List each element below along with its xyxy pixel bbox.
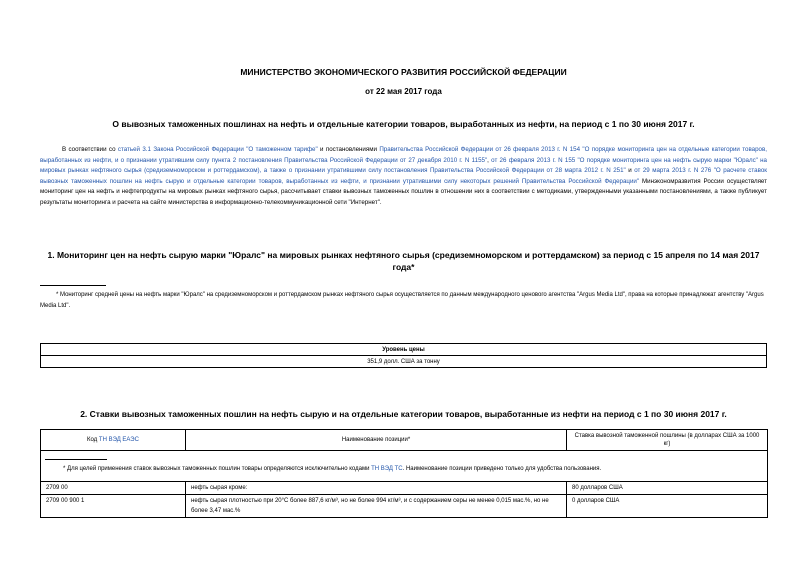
price-level-value: 351,9 долл. США за тонну [41, 356, 767, 368]
section-1-title: 1. Мониторинг цен на нефть сырую марки "Юралс" на мировых рынках нефтяного сырья (средиземноморском и роттердамском) за период с 15 апреля по 14 мая 2017 года* [47, 250, 760, 272]
table-row [41, 495, 768, 518]
row-code: 2709 00 900 1 [41, 495, 186, 518]
intro-text-4: и [625, 167, 635, 175]
section-2-title: 2. Ставки вывозных таможенных пошлин на нефть сырую и на отдельные категории товаров, выработанные из нефти на период с 1 по 30 июня 2017 г. [80, 409, 727, 419]
table-row [41, 482, 768, 495]
price-level-table [40, 343, 767, 368]
intro-text-1: В соответствии со [62, 146, 118, 153]
row-code: 2709 00 [41, 482, 186, 495]
intro-text-2: и постановлениями [317, 146, 380, 153]
resolution-154-link[interactable]: Правительства Российской Федерации от 26 февраля 2013 г. N 154 "О порядке мониторинга цен на отдельные категории товаров, выработанных из нефти, и о признании утратившим силу пункта 2 постановления Правительства Российской Федерации от 27 декабря 2010 г. N 1155" [40, 146, 767, 164]
code-column-header [41, 430, 186, 451]
code-header-prefix: Код [87, 437, 99, 443]
footnote-divider [40, 285, 106, 286]
table-note-row [41, 451, 768, 482]
resolution-276-link[interactable]: от 29 марта 2013 г. N 276 "О расчете ставок вывозных таможенных пошлин на нефть сырую и отдельные категории товаров, выработанных из нефти, и признании утратившими силу некоторых решений Правительства Российской Федерации" [40, 167, 767, 185]
intro-text-3: , [487, 156, 492, 164]
name-column-header: Наименование позиции* [186, 430, 567, 451]
row-name: нефть сырая кроме: [186, 482, 567, 495]
ministry-heading: МИНИСТЕРСТВО ЭКОНОМИЧЕСКОГО РАЗВИТИЯ РОССИЙСКОЙ ФЕДЕРАЦИИ [240, 67, 567, 77]
price-level-header: Уровень цены [41, 344, 767, 356]
document-title: О вывозных таможенных пошлинах на нефть и отдельные категории товаров, выработанных из нефти, на период с 1 по 30 июня 2017 г. [112, 119, 695, 129]
rate-column-header: Ставка вывозной таможенной пошлины (в долларах США за 1000 кг) [567, 430, 768, 451]
note-prefix: * Для целей применения ставок вывозных таможенных пошлин товары определяются исключительно кодами [63, 466, 372, 472]
intro-paragraph [40, 145, 767, 209]
note-divider [45, 459, 107, 460]
row-name: нефть сырая плотностью при 20°С более 887,6 кг/м³, но не более 994 кг/м³, и с содержанием серы не менее 0,015 мас.%, но не более 3,47 мас.% [186, 495, 567, 518]
section-1-footnote: * Мониторинг средней цены на нефть марки "Юралс" на средиземноморском и роттердамском рынках нефтяного сырья осуществляется по данным международного ценового агентства "Argus Media Ltd", права на которые принадлежат агентству "Argus Media Ltd". [40, 292, 764, 309]
row-rate: 0 долларов США [567, 495, 768, 518]
tnved-eaeu-link[interactable]: ТН ВЭД ЕАЭС [98, 437, 139, 443]
tnved-ts-link[interactable]: ТН ВЭД ТС [371, 466, 403, 472]
law-link[interactable]: статьей 3.1 Закона Российской Федерации "О таможенном тарифе" [117, 146, 318, 153]
resolution-155-link[interactable]: от 26 февраля 2013 г. N 155 "О порядке мониторинга цен на нефть сырую марки "Юралс" на мировых рынках нефтяного сырья (средиземноморском и роттердамском), а также о признании утратившими силу постановления Правительства Российской Федерации от 28 марта 2012 г. N 251" [40, 156, 767, 175]
note-suffix: . Наименование позиции приведено только для удобства пользования. [402, 466, 602, 472]
duty-rates-table [40, 429, 768, 518]
intro-text-5: Минэкономразвития России осуществляет мониторинг цен на нефть и нефтепродукты на мировых рынках нефтяного сырья, рассчитывает ставки вывозных таможенных пошлин в отношении них в соответствии с методиками, утвержденными указанными постановлениями, а также публикует результаты мониторинга и расчета на сайте министерства в информационно-телекоммуникационной сети "Интернет". [40, 177, 768, 206]
document-date: от 22 мая 2017 года [365, 87, 442, 96]
row-rate: 80 долларов США [567, 482, 768, 495]
table-note [63, 464, 601, 474]
